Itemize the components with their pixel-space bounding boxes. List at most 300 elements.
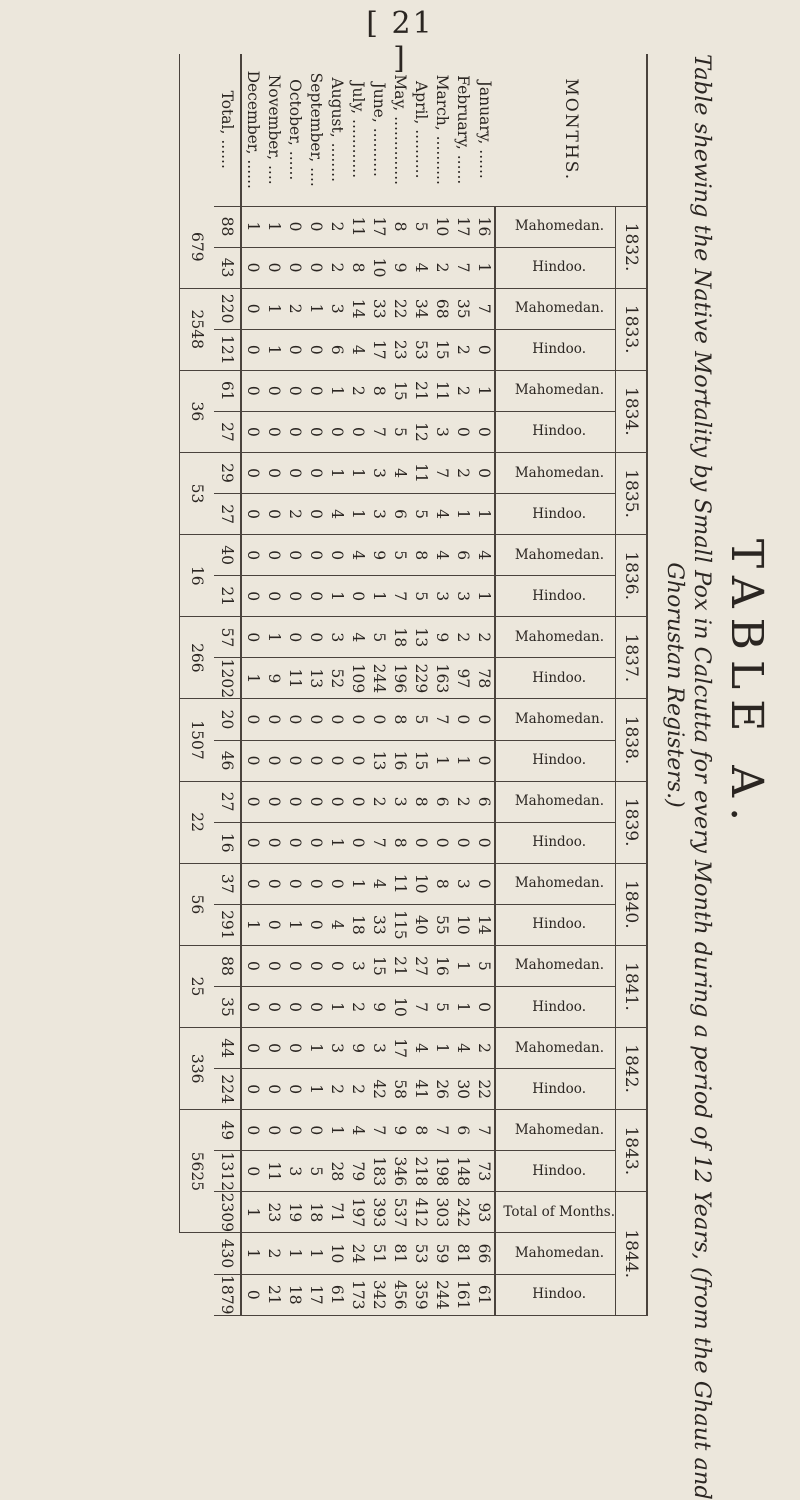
count-cell: 1	[368, 576, 389, 617]
count-cell: 456	[389, 1274, 410, 1315]
mahomedan-header: Mahomedan.	[495, 288, 615, 329]
table-row	[241, 54, 263, 1316]
table-row	[263, 54, 284, 1316]
hindoo-header: Hindoo.	[495, 658, 615, 699]
count-cell: 0	[326, 863, 347, 904]
count-cell: 2	[326, 206, 347, 247]
count-cell: 71	[326, 1192, 347, 1233]
count-cell: 0	[284, 986, 305, 1027]
count-cell: 11	[431, 370, 452, 411]
total-row	[214, 54, 241, 1316]
count-cell: 26	[431, 1069, 452, 1110]
table-title: Table shewing the Native Mortality by Small Pox in Calcutta for every Month during a period of 12 Years, (from the Ghaut and	[689, 54, 715, 1500]
table-row	[284, 54, 305, 1316]
mahomedan-header: Mahomedan.	[495, 617, 615, 658]
count-cell: 0	[263, 699, 284, 740]
year-grand-total: 2548	[180, 288, 215, 370]
count-cell: 4	[347, 535, 368, 576]
count-cell: 3	[431, 411, 452, 452]
count-cell: 0	[263, 986, 284, 1027]
year-grand-total: 36	[180, 370, 215, 452]
count-cell: 66	[473, 1233, 495, 1274]
count-cell: 0	[241, 1069, 263, 1110]
count-cell: 303	[431, 1192, 452, 1233]
count-cell: 0	[284, 329, 305, 370]
count-cell: 0	[305, 576, 326, 617]
year-header: 1832.	[616, 206, 648, 288]
table-row	[305, 54, 326, 1316]
total-cell: 88	[214, 945, 241, 986]
total-cell: 1312	[214, 1151, 241, 1192]
count-cell: 5	[410, 699, 431, 740]
count-cell: 1	[326, 1110, 347, 1151]
count-cell: 2	[284, 288, 305, 329]
count-cell: 10	[452, 904, 473, 945]
count-cell: 173	[347, 1274, 368, 1315]
count-cell: 0	[263, 1110, 284, 1151]
total-cell: 35	[214, 986, 241, 1027]
count-cell: 0	[410, 822, 431, 863]
page-number: [ 21 ]	[366, 6, 434, 76]
count-cell: 0	[241, 822, 263, 863]
count-cell: 3	[326, 1028, 347, 1069]
count-cell: 5	[305, 1151, 326, 1192]
total-cell: 61	[214, 370, 241, 411]
count-cell: 0	[473, 740, 495, 781]
count-cell: 3	[368, 494, 389, 535]
count-cell: 78	[473, 658, 495, 699]
count-cell: 0	[263, 494, 284, 535]
year-header: 1834.	[616, 370, 648, 452]
count-cell: 0	[452, 699, 473, 740]
count-cell: 3	[368, 452, 389, 493]
count-cell: 3	[389, 781, 410, 822]
year-header: 1839.	[616, 781, 648, 863]
count-cell: 0	[241, 1274, 263, 1315]
count-cell: 0	[284, 1069, 305, 1110]
count-cell: 1	[305, 1233, 326, 1274]
total-cell: 46	[214, 740, 241, 781]
count-cell: 0	[305, 986, 326, 1027]
count-cell: 0	[284, 781, 305, 822]
count-cell: 1	[347, 494, 368, 535]
count-cell: 1	[241, 1192, 263, 1233]
count-cell: 2	[368, 781, 389, 822]
count-cell: 4	[410, 1028, 431, 1069]
count-cell: 0	[284, 945, 305, 986]
total-cell: 121	[214, 329, 241, 370]
count-cell: 0	[241, 288, 263, 329]
count-cell: 346	[389, 1151, 410, 1192]
total-cell: 2309	[214, 1192, 241, 1233]
count-cell: 0	[241, 1151, 263, 1192]
count-cell: 1	[326, 370, 347, 411]
count-cell: 0	[473, 411, 495, 452]
count-cell: 18	[305, 1192, 326, 1233]
count-cell: 7	[431, 452, 452, 493]
count-cell: 1	[452, 494, 473, 535]
count-cell: 115	[389, 904, 410, 945]
count-cell: 0	[452, 411, 473, 452]
year-header: 1840.	[616, 863, 648, 945]
count-cell: 1	[305, 1028, 326, 1069]
total-cell: 29	[214, 452, 241, 493]
count-cell: 229	[410, 658, 431, 699]
count-cell: 5	[410, 206, 431, 247]
hindoo-header: Hindoo.	[495, 247, 615, 288]
count-cell: 0	[241, 452, 263, 493]
count-cell: 2	[347, 1069, 368, 1110]
total-cell: 40	[214, 535, 241, 576]
count-cell: 15	[389, 370, 410, 411]
count-cell: 0	[241, 329, 263, 370]
count-cell: 22	[389, 288, 410, 329]
count-cell: 0	[473, 986, 495, 1027]
count-cell: 6	[452, 1110, 473, 1151]
count-cell: 9	[389, 247, 410, 288]
count-cell: 0	[347, 576, 368, 617]
total-cell: 20	[214, 699, 241, 740]
count-cell: 1	[241, 658, 263, 699]
count-cell: 2	[284, 494, 305, 535]
count-cell: 0	[326, 411, 347, 452]
count-cell: 12	[410, 411, 431, 452]
count-cell: 8	[389, 206, 410, 247]
year-grand-total: 336	[180, 1028, 215, 1110]
hindoo-header: Hindoo.	[495, 1151, 615, 1192]
count-cell: 7	[473, 1110, 495, 1151]
hindoo-header: Hindoo.	[495, 1274, 615, 1315]
count-cell: 0	[263, 945, 284, 986]
count-cell: 1	[305, 1069, 326, 1110]
count-cell: 0	[305, 822, 326, 863]
count-cell: 3	[431, 576, 452, 617]
count-cell: 4	[431, 535, 452, 576]
table-body	[180, 54, 496, 1316]
table-row	[368, 54, 389, 1316]
mahomedan-header: Mahomedan.	[495, 370, 615, 411]
count-cell: 23	[263, 1192, 284, 1233]
count-cell: 1	[284, 1233, 305, 1274]
total-of-months-header: Total of Months.	[495, 1192, 615, 1233]
count-cell: 1	[473, 247, 495, 288]
month-label: March, ..........	[431, 54, 452, 206]
count-cell: 9	[263, 658, 284, 699]
count-cell: 0	[305, 370, 326, 411]
count-cell: 2	[452, 452, 473, 493]
count-cell: 1	[326, 576, 347, 617]
count-cell: 10	[326, 1233, 347, 1274]
count-cell: 342	[368, 1274, 389, 1315]
count-cell: 0	[241, 370, 263, 411]
count-cell: 18	[389, 617, 410, 658]
mahomedan-header: Mahomedan.	[495, 863, 615, 904]
count-cell: 7	[368, 411, 389, 452]
count-cell: 52	[326, 658, 347, 699]
count-cell: 9	[431, 617, 452, 658]
count-cell: 0	[241, 576, 263, 617]
count-cell: 0	[305, 206, 326, 247]
count-cell: 0	[284, 740, 305, 781]
count-cell: 1	[326, 452, 347, 493]
count-cell: 0	[305, 247, 326, 288]
table-row	[326, 54, 347, 1316]
count-cell: 22	[473, 1069, 495, 1110]
count-cell: 5	[473, 945, 495, 986]
count-cell: 1	[473, 370, 495, 411]
count-cell: 0	[263, 863, 284, 904]
count-cell: 0	[305, 617, 326, 658]
count-cell: 0	[305, 781, 326, 822]
count-cell: 11	[263, 1151, 284, 1192]
mortality-table	[179, 54, 648, 1316]
count-cell: 2	[347, 986, 368, 1027]
table-row	[452, 54, 473, 1316]
count-cell: 8	[347, 247, 368, 288]
count-cell: 0	[241, 945, 263, 986]
count-cell: 0	[347, 411, 368, 452]
count-cell: 58	[389, 1069, 410, 1110]
total-cell: 49	[214, 1110, 241, 1151]
count-cell: 42	[368, 1069, 389, 1110]
month-label: April, ..........	[410, 54, 431, 206]
count-cell: 33	[368, 288, 389, 329]
hindoo-header: Hindoo.	[495, 1069, 615, 1110]
count-cell: 7	[389, 576, 410, 617]
count-cell: 0	[326, 740, 347, 781]
count-cell: 1	[263, 206, 284, 247]
hindoo-header: Hindoo.	[495, 329, 615, 370]
count-cell: 537	[389, 1192, 410, 1233]
count-cell: 1	[326, 822, 347, 863]
count-cell: 0	[326, 781, 347, 822]
count-cell: 0	[241, 986, 263, 1027]
count-cell: 13	[410, 617, 431, 658]
count-cell: 61	[326, 1274, 347, 1315]
total-cell: 43	[214, 247, 241, 288]
count-cell: 0	[473, 699, 495, 740]
count-cell: 10	[368, 247, 389, 288]
count-cell: 3	[452, 863, 473, 904]
count-cell: 161	[452, 1274, 473, 1315]
total-cell: 430	[214, 1233, 241, 1274]
count-cell: 97	[452, 658, 473, 699]
count-cell: 0	[263, 535, 284, 576]
mahomedan-header: Mahomedan.	[495, 206, 615, 247]
total-cell: 27	[214, 781, 241, 822]
count-cell: 0	[284, 617, 305, 658]
month-label: May, ..............	[389, 54, 410, 206]
table-row	[389, 54, 410, 1316]
count-cell: 8	[368, 370, 389, 411]
count-cell: 244	[431, 1274, 452, 1315]
total-cell: 224	[214, 1069, 241, 1110]
count-cell: 3	[452, 576, 473, 617]
count-cell: 1	[473, 576, 495, 617]
count-cell: 197	[347, 1192, 368, 1233]
count-cell: 2	[452, 781, 473, 822]
count-cell: 9	[347, 1028, 368, 1069]
count-cell: 15	[368, 945, 389, 986]
count-cell: 55	[431, 904, 452, 945]
year-grand-total: 25	[180, 945, 215, 1027]
month-label: November, ....	[263, 54, 284, 206]
count-cell: 4	[368, 863, 389, 904]
count-cell: 0	[473, 822, 495, 863]
count-cell: 41	[410, 1069, 431, 1110]
count-cell: 51	[368, 1233, 389, 1274]
count-cell: 5	[389, 535, 410, 576]
count-cell: 53	[410, 329, 431, 370]
count-cell: 412	[410, 1192, 431, 1233]
count-cell: 0	[263, 452, 284, 493]
count-cell: 10	[389, 986, 410, 1027]
count-cell: 7	[431, 1110, 452, 1151]
count-cell: 93	[473, 1192, 495, 1233]
total-cell: 16	[214, 822, 241, 863]
count-cell: 0	[326, 945, 347, 986]
count-cell: 21	[389, 945, 410, 986]
count-cell: 0	[347, 740, 368, 781]
count-cell: 27	[410, 945, 431, 986]
total-cell: 57	[214, 617, 241, 658]
count-cell: 79	[347, 1151, 368, 1192]
hindoo-header: Hindoo.	[495, 494, 615, 535]
count-cell: 17	[368, 329, 389, 370]
count-cell: 1	[347, 863, 368, 904]
count-cell: 4	[347, 329, 368, 370]
count-cell: 3	[347, 945, 368, 986]
count-cell: 0	[305, 411, 326, 452]
count-cell: 0	[284, 206, 305, 247]
count-cell: 4	[326, 904, 347, 945]
count-cell: 81	[389, 1233, 410, 1274]
grand-total-row	[180, 54, 215, 1316]
count-cell: 61	[473, 1274, 495, 1315]
count-cell: 34	[410, 288, 431, 329]
count-cell: 0	[241, 1028, 263, 1069]
count-cell: 1	[431, 740, 452, 781]
count-cell: 2	[347, 370, 368, 411]
count-cell: 0	[347, 822, 368, 863]
count-cell: 3	[326, 288, 347, 329]
count-cell: 14	[473, 904, 495, 945]
count-cell: 7	[368, 1110, 389, 1151]
count-cell: 5	[431, 986, 452, 1027]
count-cell: 4	[473, 535, 495, 576]
count-cell: 1	[241, 206, 263, 247]
month-label: January, ......	[473, 54, 495, 206]
count-cell: 15	[410, 740, 431, 781]
count-cell: 1	[241, 1233, 263, 1274]
count-cell: 18	[284, 1274, 305, 1315]
count-cell: 0	[326, 699, 347, 740]
total-cell: 1879	[214, 1274, 241, 1315]
count-cell: 0	[284, 247, 305, 288]
count-cell: 7	[410, 986, 431, 1027]
count-cell: 1	[452, 740, 473, 781]
count-cell: 0	[473, 863, 495, 904]
count-cell: 0	[473, 329, 495, 370]
count-cell: 9	[368, 535, 389, 576]
count-cell: 23	[389, 329, 410, 370]
count-cell: 2	[452, 617, 473, 658]
count-cell: 0	[284, 1028, 305, 1069]
count-cell: 1	[431, 1028, 452, 1069]
count-cell: 0	[241, 781, 263, 822]
count-cell: 35	[452, 288, 473, 329]
count-cell: 21	[263, 1274, 284, 1315]
count-cell: 1	[473, 494, 495, 535]
count-cell: 8	[389, 822, 410, 863]
count-cell: 59	[431, 1233, 452, 1274]
count-cell: 4	[347, 1110, 368, 1151]
count-cell: 4	[326, 494, 347, 535]
count-cell: 3	[326, 617, 347, 658]
total-cell: 291	[214, 904, 241, 945]
count-cell: 109	[347, 658, 368, 699]
count-cell: 0	[305, 494, 326, 535]
count-cell: 0	[241, 535, 263, 576]
count-cell: 21	[410, 370, 431, 411]
count-cell: 0	[473, 452, 495, 493]
mahomedan-header: Mahomedan.	[495, 452, 615, 493]
count-cell: 0	[431, 822, 452, 863]
count-cell: 0	[284, 822, 305, 863]
total-cell: 27	[214, 494, 241, 535]
hindoo-header: Hindoo.	[495, 904, 615, 945]
count-cell: 1	[241, 904, 263, 945]
count-cell: 0	[347, 699, 368, 740]
count-cell: 10	[431, 206, 452, 247]
count-cell: 11	[410, 452, 431, 493]
count-cell: 0	[241, 1110, 263, 1151]
count-cell: 1	[452, 945, 473, 986]
count-cell: 4	[431, 494, 452, 535]
count-cell: 148	[452, 1151, 473, 1192]
count-cell: 183	[368, 1151, 389, 1192]
count-cell: 30	[452, 1069, 473, 1110]
count-cell: 0	[263, 1028, 284, 1069]
total-cell: 44	[214, 1028, 241, 1069]
count-cell: 0	[305, 1110, 326, 1151]
count-cell: 1	[347, 452, 368, 493]
count-cell: 0	[305, 740, 326, 781]
total-cell: 88	[214, 206, 241, 247]
count-cell: 16	[473, 206, 495, 247]
count-cell: 2	[326, 247, 347, 288]
count-cell: 11	[389, 863, 410, 904]
total-cell: 1202	[214, 658, 241, 699]
count-cell: 6	[389, 494, 410, 535]
year-header: 1841.	[616, 945, 648, 1027]
count-cell: 10	[410, 863, 431, 904]
months-header: MONTHS.	[495, 54, 647, 206]
count-cell: 0	[305, 452, 326, 493]
count-cell: 24	[347, 1233, 368, 1274]
count-cell: 0	[284, 699, 305, 740]
count-cell: 9	[389, 1110, 410, 1151]
year-grand-total: 679	[180, 206, 215, 288]
count-cell: 0	[305, 945, 326, 986]
total-cell: 27	[214, 411, 241, 452]
count-cell: 0	[263, 370, 284, 411]
count-cell: 0	[263, 1069, 284, 1110]
count-cell: 13	[368, 740, 389, 781]
count-cell: 0	[284, 370, 305, 411]
year-grand-total: 266	[180, 617, 215, 699]
hindoo-header: Hindoo.	[495, 576, 615, 617]
